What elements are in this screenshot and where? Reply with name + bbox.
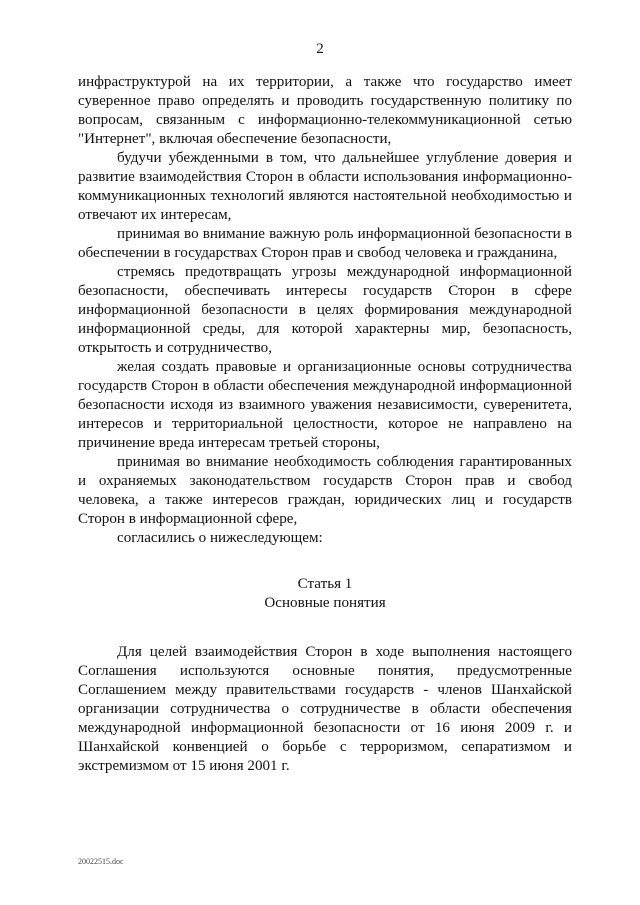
article-text: Для целей взаимодействия Сторон в ходе выполнения настоящего Соглашения используются основные понятия, предусмотренные Соглашением между правительствами государств - членов Шанхайской организации сотрудничества о сотрудничестве в области обеспечения международной информационной безопасности от 16 июня 2009 г. и Шанхайской конвенцией о борьбе с терроризмом, сепаратизмом и экстремизмом от 15 июня 2001 г. bbox=[78, 644, 572, 774]
paragraph-rights-guarantee: принимая во внимание необходимость соблюдения гарантированных и охраняемых законодательством государств Сторон прав и свобод человека, а также интересов граждан, юридических лиц и государств Сторон в информационной сфере, bbox=[78, 454, 572, 527]
page-number: 2 bbox=[316, 41, 324, 57]
paragraph-agreed: согласились о нижеследующем: bbox=[117, 530, 323, 546]
paragraph-threats: стремясь предотвращать угрозы международной информационной безопасности, обеспечивать интересы государств Сторон в сфере информационной безопасности в целях формирования международной информационной среды, для которой характерны мир, безопасность, открытость и сотрудничество, bbox=[78, 264, 572, 356]
file-name-footer: 20022515.doc bbox=[78, 857, 124, 866]
paragraph-trust: будучи убежденными в том, что дальнейшее углубление доверия и развитие взаимодействия Сторон в области использования информационно-коммуникационных технологий являются настоятельной необходимостью и отвечают их интересам, bbox=[78, 150, 572, 223]
document-body bbox=[78, 73, 572, 776]
paragraph-human-rights: принимая во внимание важную роль информационной безопасности в обеспечении в государствах Сторон прав и свобод человека и гражданина, bbox=[78, 226, 572, 261]
paragraph-continuation: инфраструктурой на их территории, а также что государство имеет суверенное право определять и проводить государственную политику по вопросам, связанным с информационно-телекоммуникационной сетью "Интернет", включая обеспечение безопасности, bbox=[78, 74, 572, 147]
article-title: Основные понятия bbox=[264, 595, 386, 611]
paragraph-legal-basis: желая создать правовые и организационные основы сотрудничества государств Сторон в области обеспечения международной информационной безопасности исходя из взаимного уважения независимости, суверенитета, интересов и территориальной целостности, которое не направлено на причинение вреда интересам третьей стороны, bbox=[78, 359, 572, 451]
article-number: Статья 1 bbox=[297, 576, 353, 592]
